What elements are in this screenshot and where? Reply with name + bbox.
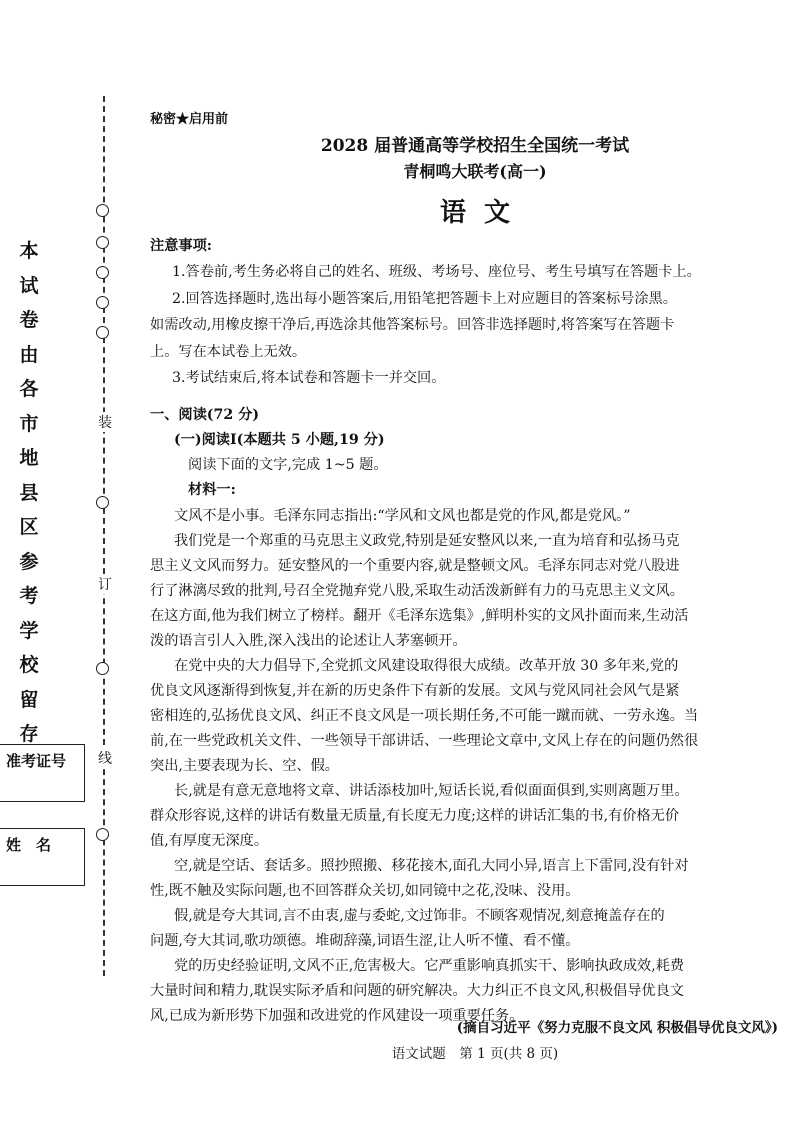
passage-line: 党的历史经验证明,文风不正,危害极大。它严重影响真抓实干、影响执政成效,耗费 — [174, 958, 685, 974]
name-label: 姓 名 — [6, 836, 52, 854]
passage-line: 群众形容说,这样的讲话有数量无质量,有长度无力度;这样的讲话汇集的书,有价格无价 — [150, 808, 680, 824]
binding-word-xian: 线 — [98, 748, 112, 768]
section-subtitle: (一)阅读Ⅰ(本题共 5 小题,19 分) — [174, 432, 385, 448]
material-label: 材料一: — [188, 482, 236, 498]
binding-hole-icon — [96, 204, 109, 217]
passage-line: 性,既不触及实际问题,也不回答群众关切,如同镜中之花,没味、没用。 — [150, 883, 580, 899]
binding-word-ding: 订 — [98, 574, 112, 594]
margin-char: 地 — [19, 447, 39, 469]
name-field[interactable] — [0, 828, 85, 886]
margin-char: 参 — [19, 550, 39, 573]
passage-line: 文风不是小事。毛泽东同志指出:“学风和文风也都是党的作风,都是党风。” — [174, 508, 631, 524]
notice-line: 2.回答选择题时,选出每小题答案后,用铅笔把答题卡上对应题目的答案标号涂黑。 — [172, 291, 677, 307]
passage-line: 思主义文风而努力。延安整风的一个重要内容,就是整顿文风。毛泽东同志对党八股进 — [150, 558, 680, 574]
section-instruction: 阅读下面的文字,完成 1~5 题。 — [188, 457, 388, 473]
passage-line: 在这方面,他为我们树立了榜样。翻开《毛泽东选集》,鲜明朴实的文风扑面而来,生动活 — [150, 608, 689, 624]
passage-line: 假,就是夸大其词,言不由衷,虚与委蛇,文过饰非。不顾客观情况,刻意掩盖存在的 — [174, 908, 665, 924]
passage-line: 突出,主要表现为长、空、假。 — [150, 758, 339, 774]
binding-hole-icon — [96, 662, 109, 675]
binding-hole-icon — [96, 326, 109, 339]
notice-line: 1.答卷前,考生务必将自己的姓名、班级、考场号、座位号、考生号填写在答题卡上。 — [172, 264, 701, 280]
passage-line: 行了淋漓尽致的批判,号召全党抛弃党八股,采取生动活泼新鲜有力的马克思主义文风。 — [150, 583, 684, 599]
exam-id-label: 准考证号 — [6, 752, 67, 770]
section-title: 一、阅读(72 分) — [150, 407, 260, 423]
source-citation: (摘自习近平《努力克服不良文风 积极倡导优良文风》) — [456, 1020, 778, 1036]
binding-hole-icon — [96, 296, 109, 309]
notice-line: 如需改动,用橡皮擦干净后,再选涂其他答案标号。回答非选择题时,将答案写在答题卡 — [150, 317, 675, 333]
margin-char: 校 — [19, 654, 39, 676]
margin-char: 试 — [19, 274, 39, 297]
margin-char: 本 — [19, 240, 39, 262]
margin-char: 考 — [19, 585, 39, 607]
margin-char: 各 — [19, 378, 39, 400]
binding-hole-icon — [96, 496, 109, 509]
notice-line: 上。写在本试卷上无效。 — [150, 344, 307, 360]
margin-char: 卷 — [19, 309, 39, 331]
exam-id-field[interactable] — [0, 744, 85, 802]
secret-label: 秘密★启用前 — [150, 112, 229, 127]
margin-char: 学 — [19, 619, 39, 642]
passage-line: 前,在一些党政机关文件、一些领导干部讲话、一些理论文章中,文风上存在的问题仍然很 — [150, 733, 699, 749]
passage-line: 泼的语言引人入胜,深入浅出的论述让人茅塞顿开。 — [150, 633, 467, 649]
notice-heading: 注意事项: — [150, 238, 212, 254]
passage-line: 大量时间和精力,耽误实际矛盾和问题的研究解决。大力纠正不良文风,积极倡导优良文 — [150, 983, 684, 999]
margin-char: 区 — [19, 516, 39, 538]
passage-line: 值,有厚度无深度。 — [150, 833, 269, 849]
exam-title: 2028 届普通高等学校招生全国统一考试 — [320, 136, 630, 156]
passage-line: 长,就是有意无意地将文章、讲话添枝加叶,短话长说,看似面面俱到,实则离题万里。 — [174, 783, 689, 799]
passage-line: 空,就是空话、套话多。照抄照搬、移花接木,面孔大同小异,语言上下雷同,没有针对 — [174, 858, 689, 874]
passage-line: 在党中央的大力倡导下,全党抓文风建设取得很大成绩。改革开放 30 多年来,党的 — [174, 658, 679, 674]
margin-char: 留 — [19, 688, 39, 711]
subject-title: 语文 — [439, 198, 528, 228]
passage-line: 优良文风逐渐得到恢复,并在新的历史条件下有新的发展。文风与党风同社会风气是紧 — [150, 683, 680, 699]
page-footer: 语文试题 第 1 页(共 8 页) — [391, 1046, 559, 1062]
margin-char: 由 — [19, 343, 39, 366]
notice-line: 3.考试结束后,将本试卷和答题卡一并交回。 — [172, 370, 446, 386]
passage-line: 风,已成为新形势下加强和改进党的作风建设一项重要任务。 — [150, 1008, 524, 1024]
margin-char: 市 — [19, 412, 39, 435]
binding-hole-icon — [96, 236, 109, 249]
binding-hole-icon — [96, 266, 109, 279]
passage-line: 问题,夸大其词,歌功颂德。堆砌辞藻,词语生涩,让人听不懂、看不懂。 — [150, 933, 580, 949]
passage-line: 我们党是一个郑重的马克思主义政党,特别是延安整风以来,一直为培育和弘扬马克 — [174, 533, 680, 549]
margin-char: 存 — [19, 723, 39, 745]
exam-subtitle: 青桐鸣大联考(高一) — [403, 162, 547, 181]
passage-line: 密相连的,弘扬优良文风、纠正不良文风是一项长期任务,不可能一蹴而就、一劳永逸。当 — [150, 708, 699, 724]
binding-word-zhuang: 装 — [98, 412, 112, 432]
binding-dashed-line — [103, 96, 105, 976]
binding-hole-icon — [96, 828, 109, 841]
margin-char: 县 — [19, 481, 39, 504]
